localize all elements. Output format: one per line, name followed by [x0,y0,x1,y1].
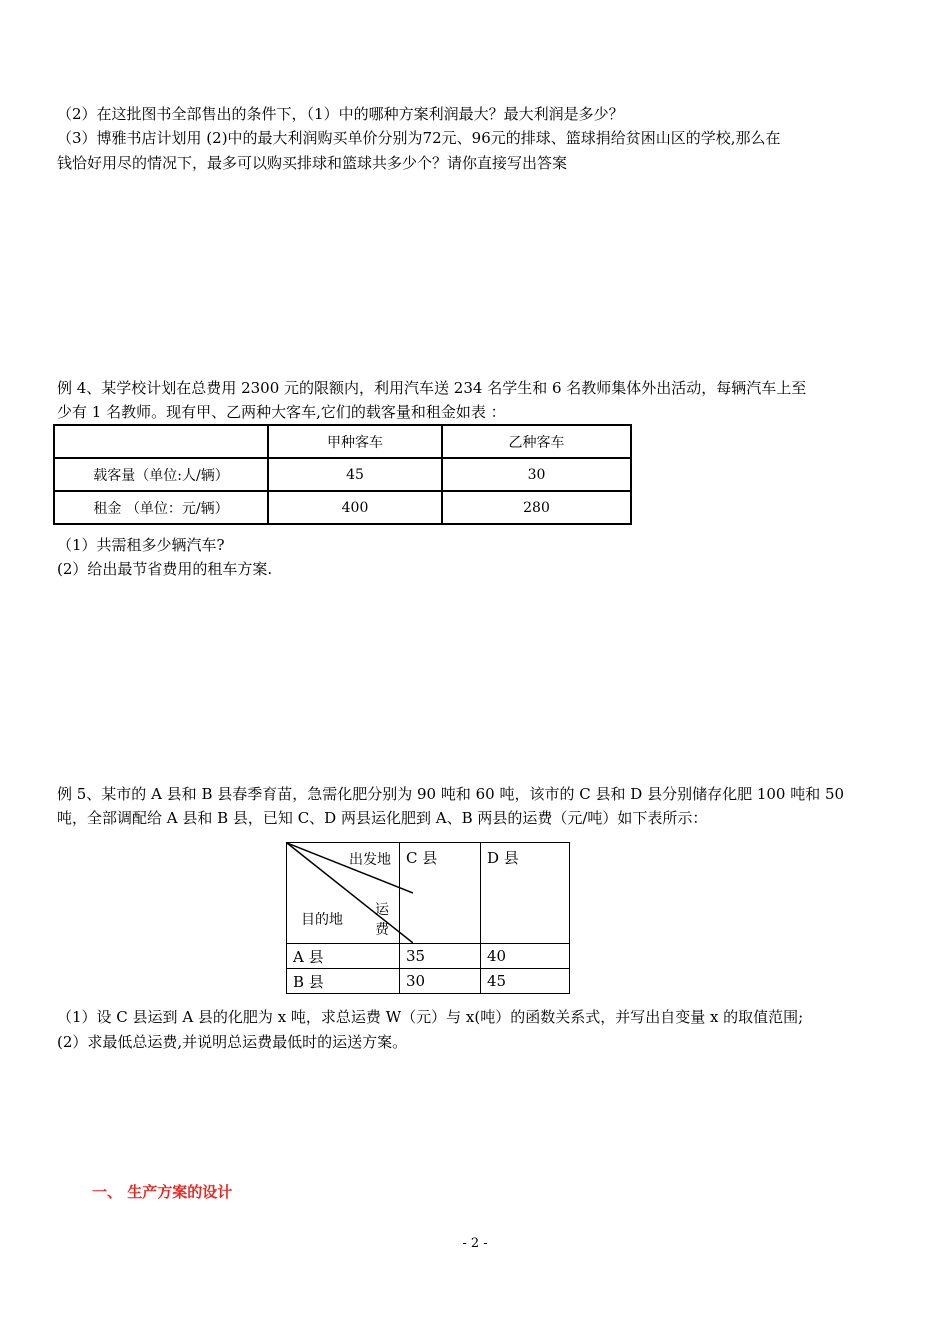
table-cell: 35 [400,944,481,969]
corner-label-cost: 运费 [375,902,389,938]
table-header-row [287,843,570,944]
table-row [54,458,631,491]
table-cell: 400 [268,491,442,524]
table-header-cell: C 县 [400,843,481,944]
prev-problem-q3-line2: 钱恰好用尽的情况下，最多可以购买排球和篮球共多少个？请你直接写出答案 [57,154,568,172]
example4-line1: 例 4、某学校计划在总费用 2300 元的限额内，利用汽车送 234 名学生和 6 名教师集体外出活动，每辆汽车上至 [57,379,807,397]
example5-line2: 吨，全部调配给 A 县和 B 县，已知 C、D 两县运化肥到 A、B 两县的运费（元/吨）如下表所示： [57,809,708,827]
example5-q2: (2）求最低总运费,并说明总运费最低时的运送方案。 [57,1033,408,1051]
table-row [287,944,570,969]
table-cell: 40 [481,944,570,969]
table-header-cell: D 县 [481,843,570,944]
corner-label-to: 目的地 [301,912,343,928]
table-cell: 租金 （单位：元/辆） [54,491,268,524]
table-row [287,969,570,994]
section-heading: 一、 生产方案的设计 [92,1183,233,1201]
table-header-cell [54,425,268,458]
bus-rental-table [53,424,632,525]
example4-q2: (2）给出最节省费用的租车方案. [57,560,273,578]
table-cell: B 县 [287,969,400,994]
prev-problem-q2: （2）在这批图书全部售出的条件下，（1）中的哪种方案利润最大？最大利润是多少？ [57,105,624,123]
example4-line2: 少有 1 名教师。现有甲、乙两种大客车,它们的载客量和租金如表 ： [57,403,506,421]
table-cell: 30 [442,458,631,491]
corner-label-from: 出发地 [349,852,391,868]
example4-q1: （1）共需租多少辆汽车? [57,536,225,554]
table-cell: 载客量（单位:人/辆） [54,458,268,491]
freight-cost-table [286,842,570,994]
table-row [54,491,631,524]
page-number: - 2 - [462,1236,488,1251]
table-header-cell: 甲种客车 [268,425,442,458]
table-cell: 45 [481,969,570,994]
example5-line1: 例 5、某市的 A 县和 B 县春季育苗，急需化肥分别为 90 吨和 60 吨，该市的 C 县和 D 县分别储存化肥 100 吨和 50 [57,785,845,803]
table-cell: 30 [400,969,481,994]
table-cell: 280 [442,491,631,524]
diagonal-header-cell [287,843,400,944]
table-cell: A 县 [287,944,400,969]
table-cell: 45 [268,458,442,491]
example5-q1: （1）设 C 县运到 A 县的化肥为 x 吨，求总运费 W（元）与 x(吨）的函数关系式，并写出自变量 x 的取值范围; [57,1008,804,1026]
table-header-cell: 乙种客车 [442,425,631,458]
table-header-row [54,425,631,458]
prev-problem-q3-line1: （3）博雅书店计划用 (2)中的最大利润购买单价分别为72元、96元的排球、篮球捐给贫困山区的学校,那么在 [57,129,781,147]
